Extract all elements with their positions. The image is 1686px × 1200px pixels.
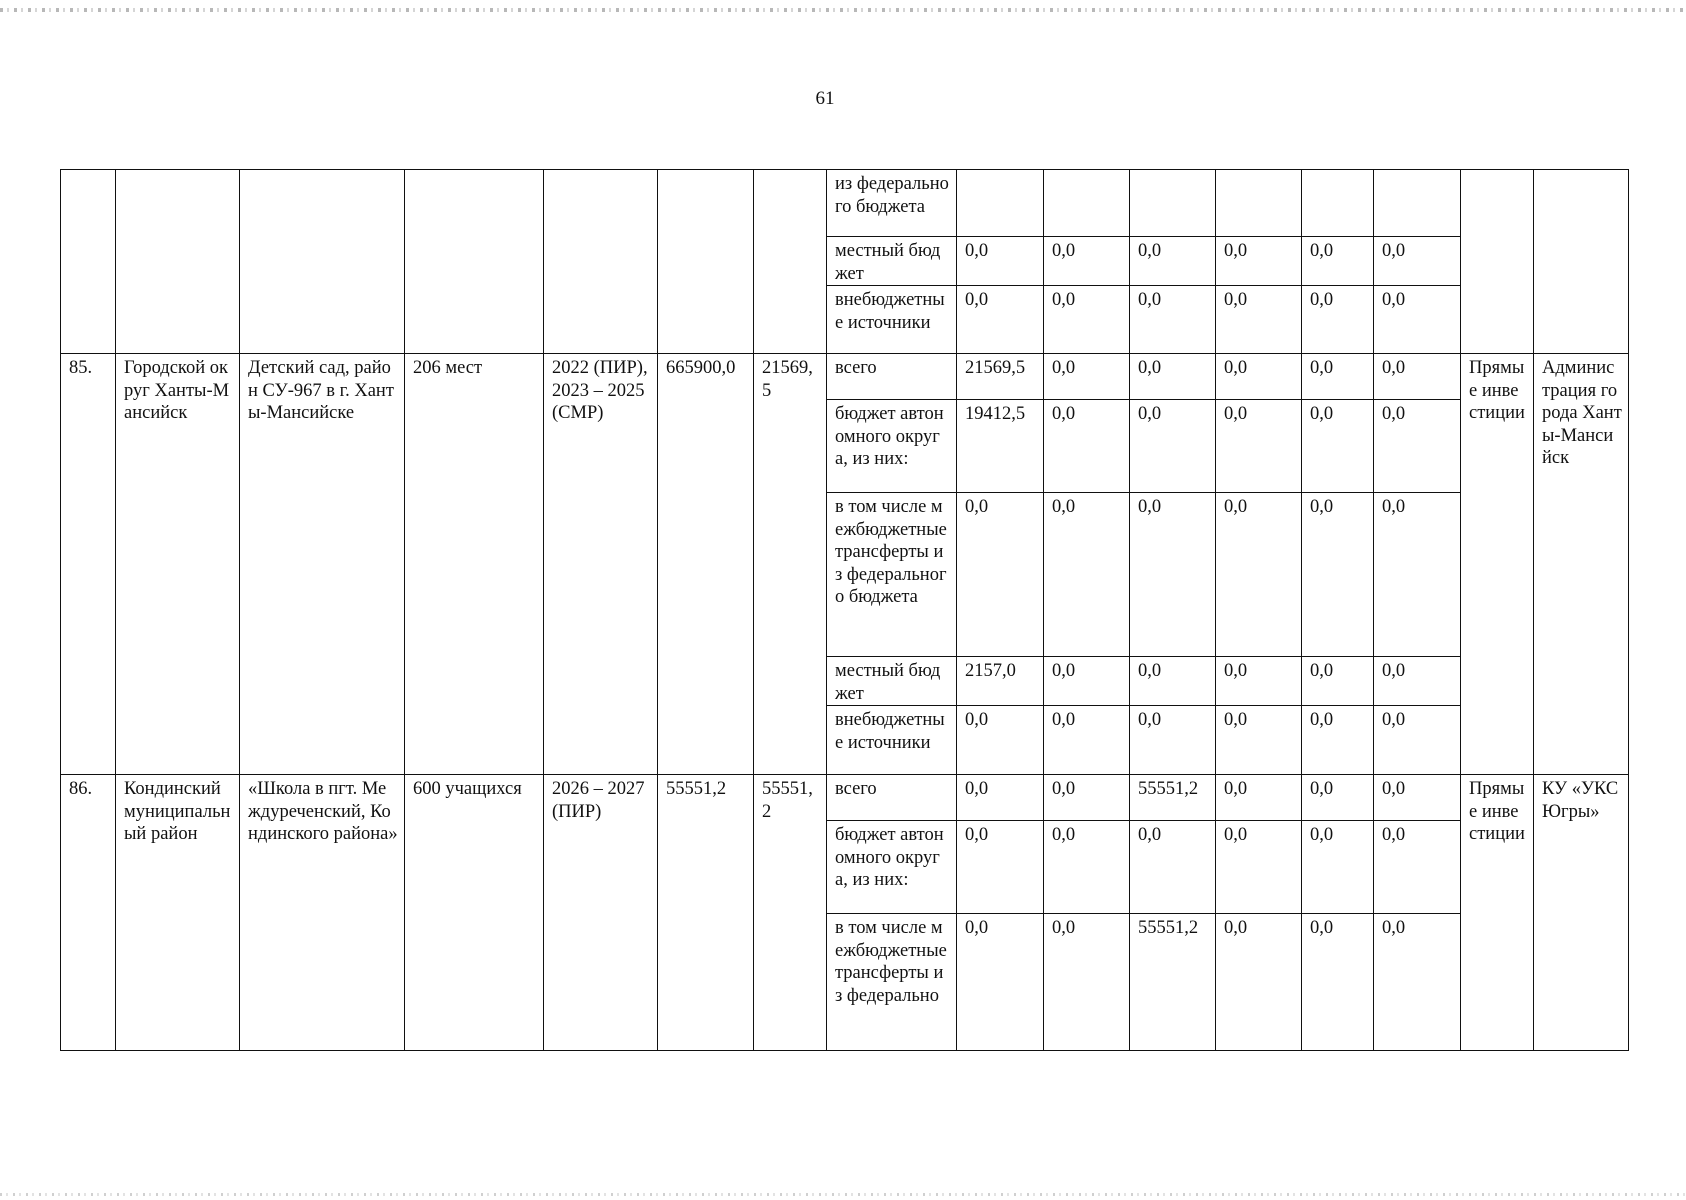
num-cell: 85. <box>61 354 116 775</box>
value-cell: 0,0 <box>1374 493 1461 657</box>
value-cell: 55551,2 <box>1130 914 1216 1051</box>
value-cell: 0,0 <box>1216 914 1302 1051</box>
source-cell: бюджет автономного округа, из них: <box>827 821 957 914</box>
value-cell <box>1302 170 1374 237</box>
value-cell: 0,0 <box>957 706 1044 775</box>
source-cell: местный бюджет <box>827 657 957 706</box>
value-cell: 0,0 <box>957 914 1044 1051</box>
value-cell: 0,0 <box>1044 657 1130 706</box>
value-cell: 0,0 <box>1374 821 1461 914</box>
value-cell: 0,0 <box>957 775 1044 821</box>
value-cell: 0,0 <box>1374 237 1461 286</box>
mechanism-cell: Прямые инвестиции <box>1461 775 1534 1051</box>
scan-edge-top <box>0 8 1686 12</box>
value-cell: 0,0 <box>1130 354 1216 400</box>
value-cell: 0,0 <box>1044 493 1130 657</box>
value-cell: 0,0 <box>1130 493 1216 657</box>
value-cell <box>1130 170 1216 237</box>
period-cell <box>544 170 658 354</box>
customer-cell <box>1534 170 1629 354</box>
cost-cell: 55551,2 <box>658 775 754 1051</box>
investment-table <box>60 169 1629 1051</box>
municipality-cell: Кондинский муниципальный район <box>116 775 240 1051</box>
value-cell: 0,0 <box>1216 657 1302 706</box>
limit-cell <box>754 170 827 354</box>
value-cell: 0,0 <box>1044 775 1130 821</box>
value-cell: 0,0 <box>1216 821 1302 914</box>
cost-cell <box>658 170 754 354</box>
source-cell: бюджет автономного округа, из них: <box>827 400 957 493</box>
num-cell: 86. <box>61 775 116 1051</box>
value-cell: 0,0 <box>1216 400 1302 493</box>
value-cell: 2157,0 <box>957 657 1044 706</box>
source-cell: всего <box>827 354 957 400</box>
value-cell: 0,0 <box>1130 286 1216 354</box>
source-cell: в том числе межбюджетные трансферты из федерально <box>827 914 957 1051</box>
num-cell <box>61 170 116 354</box>
value-cell: 0,0 <box>1130 237 1216 286</box>
value-cell: 0,0 <box>1374 400 1461 493</box>
value-cell: 0,0 <box>1044 706 1130 775</box>
source-cell: внебюджетные источники <box>827 286 957 354</box>
value-cell: 0,0 <box>1044 400 1130 493</box>
value-cell <box>1216 170 1302 237</box>
value-cell: 19412,5 <box>957 400 1044 493</box>
value-cell: 0,0 <box>1216 493 1302 657</box>
object-cell: Детский сад, район СУ-967 в г. Ханты-Мансийске <box>240 354 405 775</box>
page-number: 61 <box>815 88 835 109</box>
value-cell <box>1374 170 1461 237</box>
value-cell: 0,0 <box>1302 237 1374 286</box>
source-cell: в том числе межбюджетные трансферты из федерального бюджета <box>827 493 957 657</box>
source-cell: местный бюджет <box>827 237 957 286</box>
object-cell: «Школа в пгт. Междуреченский, Кондинского района» <box>240 775 405 1051</box>
value-cell: 0,0 <box>1302 706 1374 775</box>
municipality-cell <box>116 170 240 354</box>
value-cell: 0,0 <box>1216 237 1302 286</box>
value-cell: 0,0 <box>957 237 1044 286</box>
value-cell: 0,0 <box>1044 821 1130 914</box>
value-cell: 0,0 <box>1374 354 1461 400</box>
value-cell: 0,0 <box>1374 657 1461 706</box>
value-cell: 0,0 <box>1374 914 1461 1051</box>
value-cell: 0,0 <box>1302 657 1374 706</box>
capacity-cell <box>405 170 544 354</box>
value-cell: 21569,5 <box>957 354 1044 400</box>
customer-cell: Администрация города Ханты-Мансийск <box>1534 354 1629 775</box>
value-cell: 0,0 <box>1044 914 1130 1051</box>
limit-cell: 55551,2 <box>754 775 827 1051</box>
source-cell: внебюджетные источники <box>827 706 957 775</box>
value-cell: 0,0 <box>1044 286 1130 354</box>
value-cell: 0,0 <box>1302 821 1374 914</box>
object-cell <box>240 170 405 354</box>
period-cell: 2026 – 2027 (ПИР) <box>544 775 658 1051</box>
source-cell: всего <box>827 775 957 821</box>
value-cell: 0,0 <box>1216 706 1302 775</box>
value-cell <box>1044 170 1130 237</box>
value-cell: 0,0 <box>1130 657 1216 706</box>
value-cell: 0,0 <box>957 286 1044 354</box>
value-cell: 0,0 <box>1302 400 1374 493</box>
scan-edge-bottom <box>0 1193 1686 1196</box>
value-cell: 0,0 <box>1130 400 1216 493</box>
period-cell: 2022 (ПИР), 2023 – 2025 (СМР) <box>544 354 658 775</box>
value-cell: 0,0 <box>957 821 1044 914</box>
value-cell: 0,0 <box>1374 775 1461 821</box>
value-cell: 0,0 <box>1302 354 1374 400</box>
value-cell: 0,0 <box>1374 706 1461 775</box>
mechanism-cell <box>1461 170 1534 354</box>
table-row <box>61 354 1629 400</box>
customer-cell: КУ «УКС Югры» <box>1534 775 1629 1051</box>
value-cell: 0,0 <box>1216 775 1302 821</box>
capacity-cell: 600 учащихся <box>405 775 544 1051</box>
mechanism-cell: Прямые инвестиции <box>1461 354 1534 775</box>
table-row <box>61 775 1629 821</box>
value-cell: 0,0 <box>1302 775 1374 821</box>
value-cell: 0,0 <box>1044 354 1130 400</box>
source-cell: из федерального бюджета <box>827 170 957 237</box>
capacity-cell: 206 мест <box>405 354 544 775</box>
value-cell: 0,0 <box>957 493 1044 657</box>
table-row <box>61 170 1629 237</box>
limit-cell: 21569,5 <box>754 354 827 775</box>
value-cell: 0,0 <box>1302 286 1374 354</box>
value-cell: 0,0 <box>1130 821 1216 914</box>
value-cell: 55551,2 <box>1130 775 1216 821</box>
cost-cell: 665900,0 <box>658 354 754 775</box>
value-cell: 0,0 <box>1216 354 1302 400</box>
value-cell <box>957 170 1044 237</box>
value-cell: 0,0 <box>1216 286 1302 354</box>
municipality-cell: Городской округ Ханты-Мансийск <box>116 354 240 775</box>
value-cell: 0,0 <box>1302 914 1374 1051</box>
value-cell: 0,0 <box>1302 493 1374 657</box>
value-cell: 0,0 <box>1374 286 1461 354</box>
value-cell: 0,0 <box>1130 706 1216 775</box>
value-cell: 0,0 <box>1044 237 1130 286</box>
